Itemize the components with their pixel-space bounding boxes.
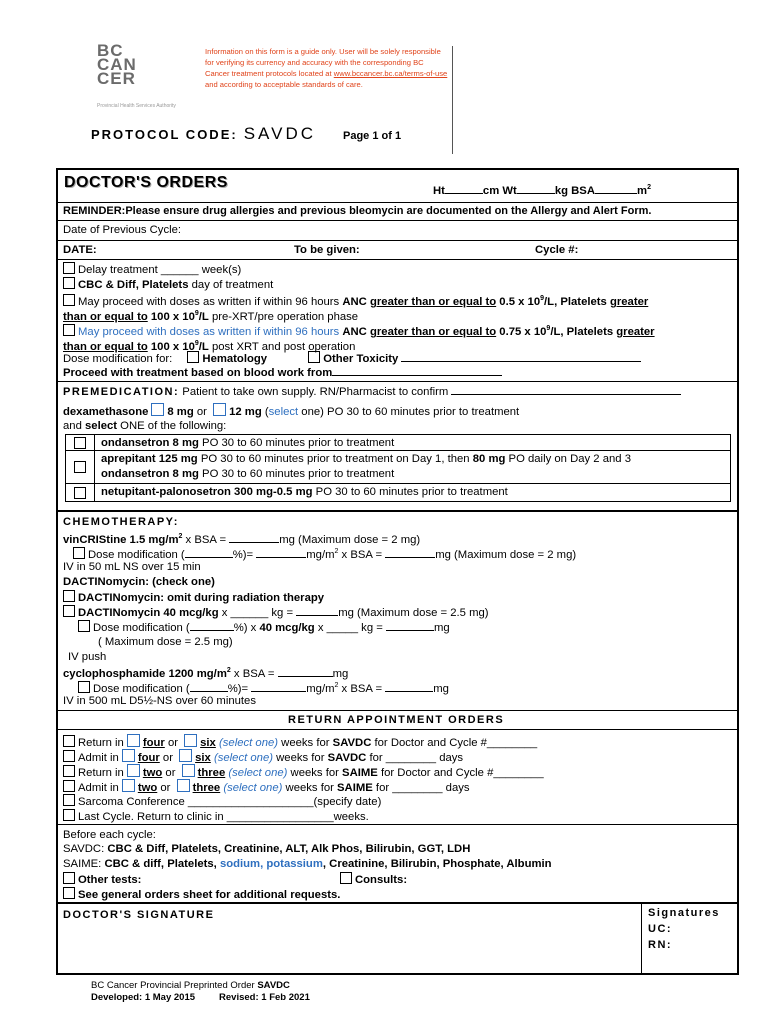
consults-checkbox[interactable]: [340, 872, 352, 884]
dact-omit-checkbox[interactable]: [63, 590, 75, 602]
admit-savdc[interactable]: Admit in four or six (select one) weeks for SAVDC for ________ days: [63, 749, 463, 765]
dactinomycin-iv: IV push: [68, 651, 107, 663]
ondansetron-checkbox[interactable]: [74, 437, 86, 449]
proceed-post-xrt[interactable]: May proceed with doses as written if within 96 hours ANC greater than or equal to 0.75 x $10^9/L$, Platelets greater: [63, 322, 655, 339]
sarcoma-checkbox[interactable]: [63, 794, 75, 806]
dactinomycin-check: DACTINomycin: (check one): [63, 576, 215, 588]
uc-signature[interactable]: UC:: [648, 923, 673, 935]
proceed-pre-checkbox[interactable]: [63, 294, 75, 306]
signatures-label: Signatures: [648, 907, 720, 919]
cyc-mod-checkbox[interactable]: [78, 681, 90, 693]
footer-line-1: BC Cancer Provincial Preprinted Order SAVDC: [91, 980, 290, 991]
doctor-signature[interactable]: DOCTOR'S SIGNATURE: [63, 909, 215, 921]
vincristine-order: vinCRIStine 1.5 $mg/m^2$ x BSA = mg (Maximum dose = 2 mg): [63, 533, 421, 546]
to-be-given: To be given:: [294, 244, 360, 256]
admit-savdc-checkbox[interactable]: [63, 750, 75, 762]
admit-saime[interactable]: Admit in two or three (select one) weeks for SAIME for ________ days: [63, 779, 470, 795]
dexamethasone-order: dexamethasone 8 mg or 12 mg (select one) PO 30 to 60 minutes prior to treatment: [63, 403, 519, 419]
general-orders-checkbox[interactable]: [63, 887, 75, 899]
orders-title: DOCTOR'S ORDERS: [64, 174, 228, 191]
dexa-12mg-checkbox[interactable]: [213, 403, 226, 416]
dact-dose-checkbox[interactable]: [63, 605, 75, 617]
return-savdc[interactable]: Return in four or six (select one) weeks for SAVDC for Doctor and Cycle #________: [63, 734, 537, 750]
netupitant-checkbox[interactable]: [74, 487, 86, 499]
admit-six-checkbox[interactable]: [179, 749, 192, 762]
return-saime-checkbox[interactable]: [63, 765, 75, 777]
return-savdc-checkbox[interactable]: [63, 735, 75, 747]
delay-treatment[interactable]: Delay treatment ______ week(s): [63, 262, 241, 277]
return-header: RETURN APPOINTMENT ORDERS: [288, 714, 505, 726]
last-cycle[interactable]: Last Cycle. Return to clinic in _________________weeks.: [63, 809, 369, 824]
admit-four-checkbox[interactable]: [122, 749, 135, 762]
cyclophosphamide-iv: IV in 500 mL D5½-NS over 60 minutes: [63, 695, 256, 707]
two-checkbox[interactable]: [127, 764, 140, 777]
cycle-number: Cycle #:: [535, 244, 579, 256]
hematology-checkbox[interactable]: [187, 351, 199, 363]
page-info: Page 1 of 1: [343, 130, 402, 142]
last-cycle-checkbox[interactable]: [63, 809, 75, 821]
admit-two-checkbox[interactable]: [122, 779, 135, 792]
dactinomycin-dose[interactable]: DACTINomycin 40 mcg/kg x ______ kg = mg (Maximum dose = 2.5 mg): [63, 605, 489, 620]
date-label: DATE:: [63, 244, 97, 256]
vincristine-iv: IV in 50 mL NS over 15 min: [63, 561, 201, 573]
measurements: Ht cm Wt kg BSA $m^2$: [433, 184, 651, 197]
previous-cycle: Date of Previous Cycle:: [63, 224, 182, 236]
general-orders[interactable]: See general orders sheet for additional requests.: [63, 887, 340, 902]
aprepitant-row-line2: ondansetron 8 mg PO 30 to 60 minutes prior to treatment: [101, 468, 395, 480]
dactinomycin-max: ( Maximum dose = 2.5 mg): [98, 636, 233, 648]
return-saime[interactable]: Return in two or three (select one) weeks for SAIME for Doctor and Cycle #________: [63, 764, 544, 780]
rn-signature[interactable]: RN:: [648, 939, 673, 951]
reminder: REMINDER:Please ensure drug allergies and previous bleomycin are documented on the Allergy and Alert Form.: [63, 205, 652, 217]
logo-line-1: BC: [97, 41, 124, 60]
vincristine-dose-mod[interactable]: Dose modification ( %)= $mg/m^2$ x BSA = mg (Maximum dose = 2 mg): [73, 545, 576, 562]
header-divider: [452, 46, 453, 154]
cyclophosphamide-order: cyclophosphamide 1200 $mg/m^2$ x BSA = mg: [63, 667, 349, 680]
proceed-post-checkbox[interactable]: [63, 324, 75, 336]
aprepitant-checkbox[interactable]: [74, 461, 86, 473]
dactinomycin-omit[interactable]: DACTINomycin: omit during radiation therapy: [63, 590, 324, 605]
dexa-8mg-checkbox[interactable]: [151, 403, 164, 416]
footer-line-2: Developed: 1 May 2015 Revised: 1 Feb 2021: [91, 992, 310, 1003]
proceed-pre-xrt[interactable]: May proceed with doses as written if within 96 hours ANC greater than or equal to 0.5 x $10^9/L$, Platelets greater: [63, 292, 648, 309]
dact-mod-checkbox[interactable]: [78, 620, 90, 632]
delay-checkbox[interactable]: [63, 262, 75, 274]
chemo-header: CHEMOTHERAPY:: [63, 516, 179, 528]
four-checkbox[interactable]: [127, 734, 140, 747]
proceed-pre-xrt-line2: than or equal to 100 x $10^9/L$ pre-XRT/pre operation phase: [63, 310, 359, 323]
other-toxicity-checkbox[interactable]: [308, 351, 320, 363]
six-checkbox[interactable]: [184, 734, 197, 747]
terms-link[interactable]: www.bccancer.bc.ca/terms-of-use: [333, 69, 448, 78]
cbc-order[interactable]: CBC & Diff, Platelets day of treatment: [63, 277, 273, 292]
logo-subtitle: Provincial Health Services Authority: [97, 103, 176, 109]
disclaimer: Information on this form is a guide only. User will be solely responsible for verifying its currency and accuracy with the corresponding BC Cancer treatment protocols located at www.bccancer.bc.ca/terms-of-use and according to acceptable standards of care.: [205, 47, 448, 89]
other-tests-checkbox[interactable]: [63, 872, 75, 884]
orders-form: [56, 168, 739, 975]
savdc-labs: SAVDC: CBC & Diff, Platelets, Creatinine, ALT, Alk Phos, Bilirubin, GGT, LDH: [63, 843, 471, 855]
consults[interactable]: Consults:: [340, 872, 407, 887]
premed-header: PREMEDICATION: Patient to take own supply. RN/Pharmacist to confirm: [63, 385, 681, 399]
three-checkbox[interactable]: [182, 764, 195, 777]
cbc-checkbox[interactable]: [63, 277, 75, 289]
logo-line-2: CAN: [97, 55, 137, 74]
netupitant-row: netupitant-palonosetron 300 mg-0.5 mg PO 30 to 60 minutes prior to treatment: [101, 486, 508, 498]
cyclophosphamide-dose-mod[interactable]: Dose modification ( %)= $mg/m^2$ x BSA = mg: [78, 679, 449, 696]
proceed-post-xrt-line2: than or equal to 100 x $10^9/L$ post XRT and post operation: [63, 340, 356, 353]
signature-divider: [641, 903, 642, 973]
protocol-code: PROTOCOL CODE: SAVDC: [91, 124, 317, 143]
vin-mod-checkbox[interactable]: [73, 547, 85, 559]
footer: [91, 980, 310, 1004]
admit-saime-checkbox[interactable]: [63, 780, 75, 792]
dactinomycin-dose-mod[interactable]: Dose modification ( %) x 40 mcg/kg x _____ kg = mg: [78, 620, 450, 635]
before-cycle: Before each cycle:: [63, 829, 156, 841]
antiemetic-instruction: and select ONE of the following:: [63, 420, 227, 432]
dose-modification: Dose modification for: Hematology Other Toxicity: [63, 351, 641, 366]
saime-labs: SAIME: CBC & diff, Platelets, sodium, potassium, Creatinine, Bilirubin, Phosphate, Albumin: [63, 858, 552, 870]
bc-cancer-logo: [97, 41, 177, 88]
proceed-blood-work: Proceed with treatment based on blood work from: [63, 366, 502, 380]
ondansetron-row: ondansetron 8 mg PO 30 to 60 minutes prior to treatment: [101, 437, 395, 449]
aprepitant-row: aprepitant 125 mg PO 30 to 60 minutes prior to treatment on Day 1, then 80 mg PO daily on Day 2 and 3: [101, 453, 631, 465]
sarcoma-conference[interactable]: Sarcoma Conference ____________________(specify date): [63, 794, 381, 809]
other-tests[interactable]: Other tests:: [63, 872, 141, 887]
antiemetic-table: [65, 434, 731, 502]
logo-line-3: CER: [97, 69, 136, 88]
admit-three-checkbox[interactable]: [177, 779, 190, 792]
